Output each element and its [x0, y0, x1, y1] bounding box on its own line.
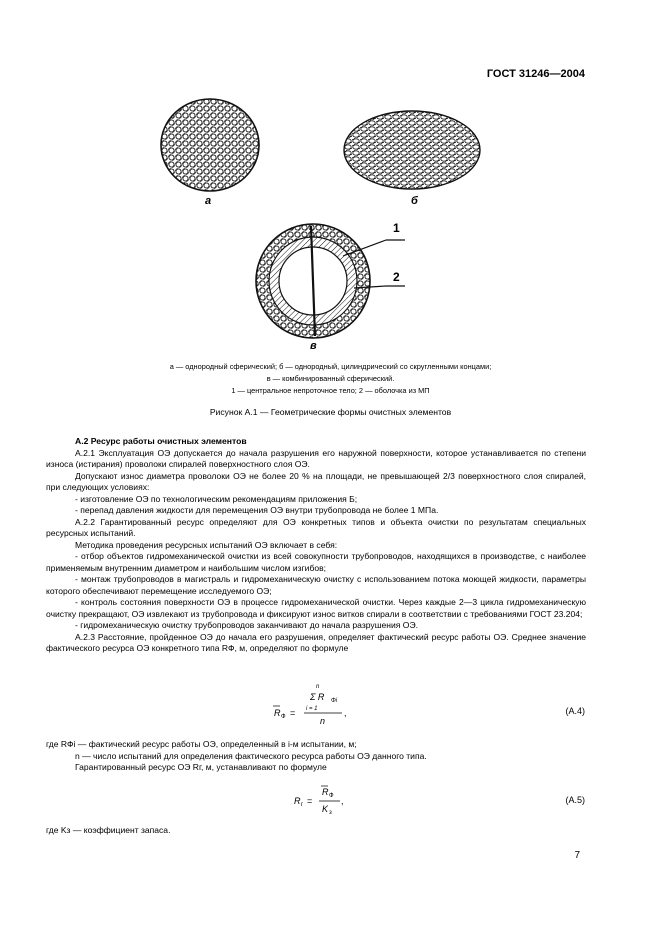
document-code: ГОСТ 31246—2004: [486, 68, 585, 80]
paragraph-method: Методика проведения ресурсных испытаний ОЭ включает в себя:: [75, 539, 338, 550]
svg-text:Ф: Ф: [329, 793, 334, 799]
svg-text:,: ,: [341, 796, 344, 806]
svg-text:K: K: [322, 804, 329, 814]
list-item: - изготовление ОЭ по технологическим рекомендациям приложения Б;: [75, 493, 358, 504]
figure-caption-line3: 1 — центральное непроточное тело; 2 — оболочка из МП: [231, 386, 430, 395]
formula-a4-number: (А.4): [565, 706, 585, 716]
list-item: - монтаж трубопроводов в магистраль и гидромеханическую очистку с использованием потока моющей жидкости, параметры которого обеспечивают перемещение исследуемого ОЭ;: [46, 574, 586, 596]
svg-text:R: R: [322, 787, 329, 797]
page-number: 7: [574, 850, 580, 861]
list-item: - гидромеханическую очистку трубопроводов заканчивают до начала разрушения ОЭ.: [75, 620, 418, 630]
where-a5-line1: где Kз — коэффициент запаса.: [46, 825, 171, 835]
element-b-cylindrical: [344, 111, 480, 189]
svg-text:Фi: Фi: [331, 698, 338, 704]
paragraph-a23: А.2.3 Расстояние, пройденное ОЭ до начала его разрушения, определяет фактический ресурс работы ОЭ. Среднее значение фактического ресурса ОЭ конкретного типа RФ, м, определяют по формуле: [46, 631, 586, 653]
figure-label-b: б: [411, 195, 418, 207]
section-heading: А.2 Ресурс работы очистных элементов: [75, 436, 247, 446]
svg-text:=: =: [290, 708, 296, 718]
list-item: - отбор объектов гидромеханической очистки из всей совокупности трубопроводов, находящихся в производстве, с наиболее применяемым внутренним диаметром и наибольшим числом изгибов;: [46, 551, 586, 573]
callout-1: 1: [393, 221, 400, 235]
callout-2: 2: [393, 270, 400, 284]
svg-text:=: =: [307, 796, 313, 806]
svg-text:R: R: [294, 796, 301, 806]
where-a4-line3: Гарантированный ресурс ОЭ Rг, м, устанавливают по формуле: [75, 762, 327, 772]
figure-label-v: в: [310, 340, 317, 352]
svg-text:R: R: [274, 708, 281, 718]
figure-title: Рисунок А.1 — Геометрические формы очистных элементов: [209, 407, 452, 417]
figure-caption-line1: а — однородный сферический; б — однородный, цилиндрический со скругленными концами;: [169, 362, 492, 371]
list-item: - перепад давления жидкости для перемещения ОЭ внутри трубопровода не более 1 МПа.: [75, 505, 439, 515]
where-a4-line1: где RФi — фактический ресурс работы ОЭ, определенный в i-м испытании, м;: [46, 739, 357, 749]
paragraph-a21: А.2.1 Эксплуатация ОЭ допускается до начала разрушения его наружной поверхности, которое устанавливается по степени износа (истирания) проволоки спиралей поверхностного слоя ОЭ.: [46, 447, 586, 469]
svg-text:г: г: [301, 802, 304, 808]
svg-text:,: ,: [344, 708, 347, 718]
figure-label-a: а: [205, 195, 212, 207]
svg-text:Ф: Ф: [281, 714, 286, 720]
figure-drawing: [0, 0, 661, 400]
list-item: - контроль состояния поверхности ОЭ в процессе гидромеханической очистки. Через каждые 2—3 цикла гидромеханическую очистку прекращают, ОЭ извлекают из трубопровода и фиксируют износ витков спирали в соответствии с требованиями ГОСТ 23.204;: [46, 597, 586, 619]
svg-text:Σ R: Σ R: [310, 692, 325, 702]
svg-text:з: з: [329, 810, 332, 816]
svg-text:n: n: [320, 716, 326, 726]
svg-text:i = 1: i = 1: [306, 706, 318, 712]
formula-a5: [292, 782, 382, 822]
element-a-spherical: [161, 99, 259, 191]
formula-a5-number: (А.5): [565, 795, 585, 805]
formula-a4: [270, 680, 390, 730]
paragraph-a22: А.2.2 Гарантированный ресурс определяют для ОЭ конкретных типов и объекта очистки по результатам специальных ресурсных испытаний.: [46, 516, 586, 538]
svg-text:n: n: [316, 684, 320, 690]
paragraph-wear: Допускают износ диаметра проволоки ОЭ не более 20 % на площади, не превышающей 2/3 поверхностного слоя спиралей, при следующих условиях:: [46, 470, 586, 492]
figure-caption-line2: в — комбинированный сферический.: [266, 374, 395, 383]
section-body: [46, 436, 586, 655]
element-v-combined: [256, 224, 405, 338]
where-a4: [46, 739, 606, 774]
where-a4-line2: n — число испытаний для определения фактического ресурса работы ОЭ данного типа.: [75, 750, 427, 761]
where-a5: [46, 825, 606, 837]
